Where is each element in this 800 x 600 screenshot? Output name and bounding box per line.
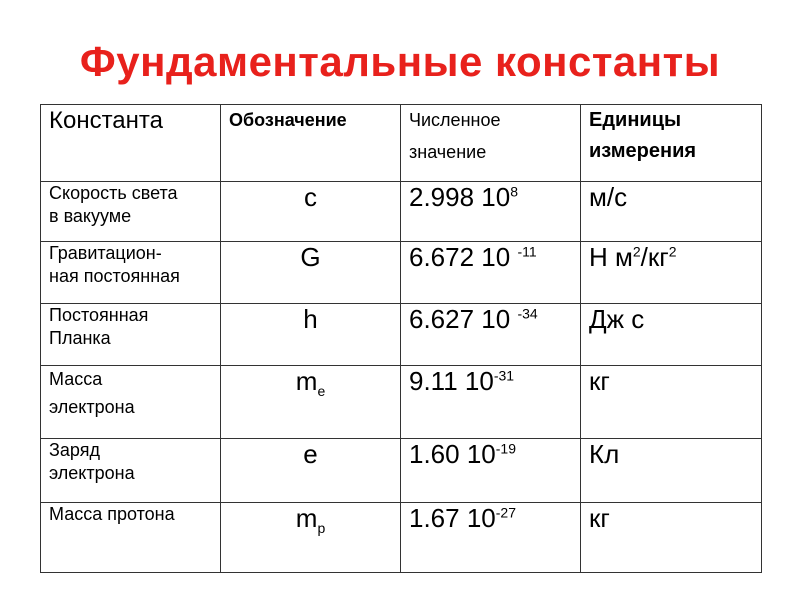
constant-symbol — [221, 182, 401, 242]
page-title: Фундаментальные константы — [79, 38, 721, 85]
constant-symbol — [221, 503, 401, 573]
constant-name-line1: Заряд — [49, 440, 100, 460]
constant-value — [401, 503, 581, 573]
value-mantissa: 6.627 10 — [409, 304, 518, 334]
value-exponent: -19 — [495, 440, 516, 457]
value-exponent: -34 — [517, 305, 538, 322]
constant-name-line1: Гравитацион- — [49, 243, 162, 263]
value-mantissa: 1.67 10 — [409, 503, 496, 533]
symbol-letter: h — [303, 304, 318, 334]
constant-unit: кг — [581, 503, 762, 573]
constant-name-line2: электрона — [49, 463, 135, 484]
symbol-subscript: e — [317, 383, 326, 400]
constant-unit: Кл — [581, 439, 762, 503]
constant-name-line1: Скорость света — [49, 183, 178, 203]
header-symbol: Обозначение — [221, 105, 401, 182]
constant-unit: м/с — [581, 182, 762, 242]
table-header-row — [41, 105, 762, 182]
symbol-letter: m — [295, 503, 318, 533]
constant-value — [401, 366, 581, 439]
header-value-line1: Численное — [409, 110, 501, 130]
table-row — [41, 439, 762, 503]
header-units — [581, 105, 762, 182]
value-exponent: 8 — [510, 183, 519, 200]
constant-unit: Дж с — [581, 304, 762, 366]
header-constant: Константа — [41, 105, 221, 182]
value-exponent: -27 — [495, 504, 516, 521]
value-mantissa: 1.60 10 — [409, 439, 496, 469]
header-units-line2: измерения — [589, 140, 697, 162]
symbol-letter: e — [303, 439, 318, 469]
constant-symbol — [221, 242, 401, 304]
unit-exponent: 2 — [632, 243, 641, 260]
header-units-line1: Единицы — [589, 109, 682, 131]
constant-name — [41, 182, 221, 242]
constant-name-line2: электрона — [49, 396, 135, 417]
header-value-line2: значение — [409, 141, 487, 162]
constant-unit — [581, 242, 762, 304]
table-row — [41, 366, 762, 439]
constant-name — [41, 242, 221, 304]
value-mantissa: 6.672 10 — [409, 242, 518, 272]
constant-name — [41, 366, 221, 439]
symbol-letter: G — [300, 242, 321, 272]
symbol-letter: m — [295, 366, 318, 396]
symbol-subscript: p — [317, 520, 326, 537]
constant-name — [41, 503, 221, 573]
constant-name-line2: ная постоянная — [49, 266, 180, 287]
constant-name-line2: в вакууме — [49, 206, 132, 227]
value-exponent: -11 — [517, 243, 537, 260]
header-value — [401, 105, 581, 182]
table-row — [41, 242, 762, 304]
constant-symbol — [221, 439, 401, 503]
unit-exponent: 2 — [668, 243, 677, 260]
value-exponent: -31 — [493, 367, 515, 384]
constant-value — [401, 242, 581, 304]
constant-name-line1: Масса — [49, 369, 103, 389]
constant-value — [401, 182, 581, 242]
table-row — [41, 182, 762, 242]
constant-name — [41, 304, 221, 366]
constant-name-line2: Планка — [49, 328, 111, 349]
value-mantissa: 9.11 10 — [409, 366, 494, 396]
constant-name — [41, 439, 221, 503]
constant-value — [401, 304, 581, 366]
constants-table — [40, 104, 762, 573]
value-mantissa: 2.998 10 — [409, 182, 511, 212]
table-row — [41, 503, 762, 573]
constant-symbol — [221, 304, 401, 366]
constant-unit: кг — [581, 366, 762, 439]
constant-name-line1: Постоянная — [49, 305, 149, 325]
constant-value — [401, 439, 581, 503]
constant-symbol — [221, 366, 401, 439]
unit-part: Н м — [589, 242, 633, 272]
unit-part: /кг — [640, 242, 669, 272]
symbol-letter: c — [304, 182, 317, 212]
constant-name-line1: Масса протона — [49, 504, 175, 524]
table-row — [41, 304, 762, 366]
